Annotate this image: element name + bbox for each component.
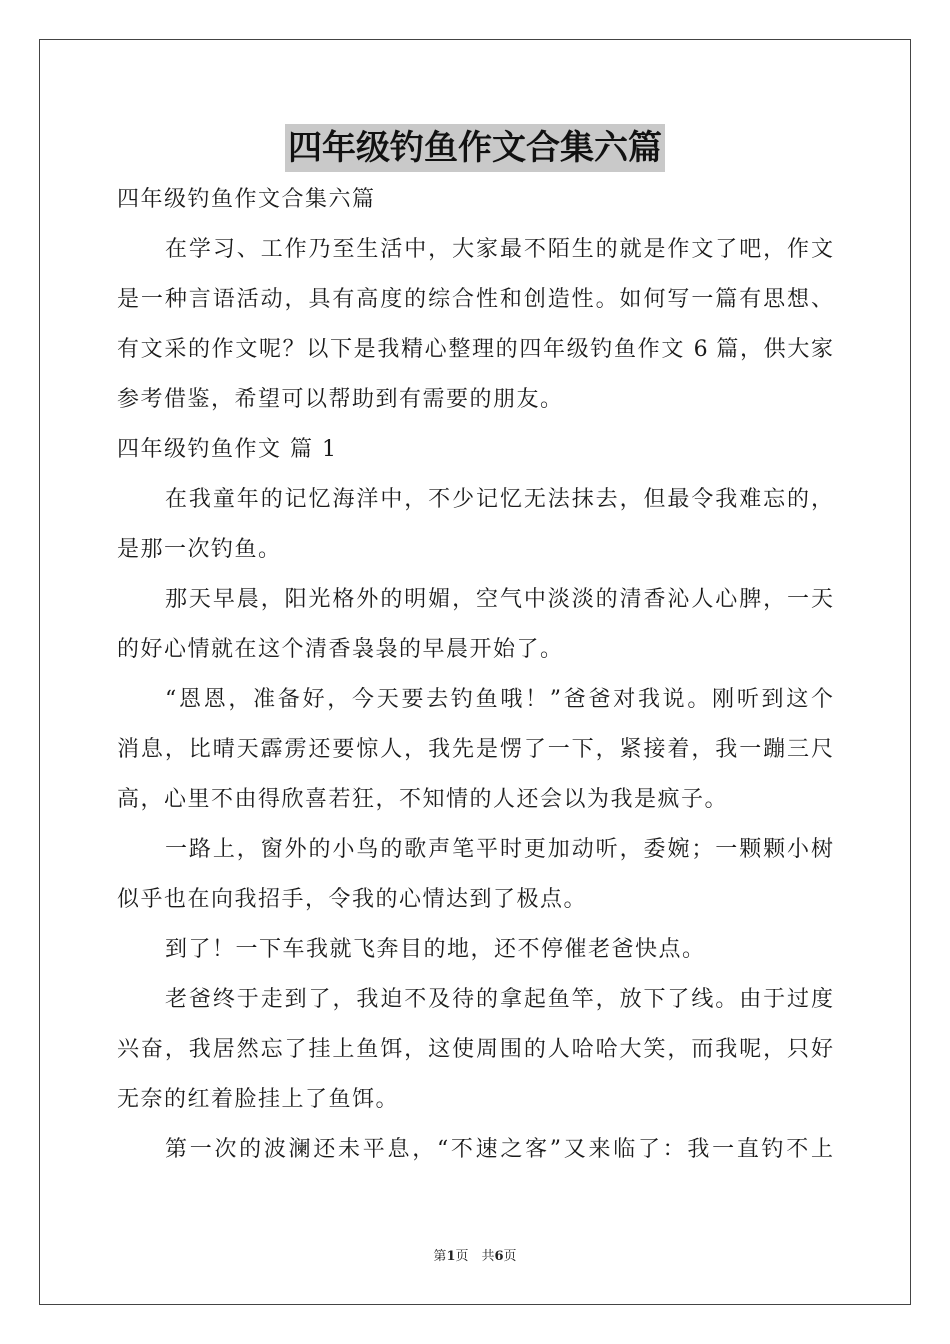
title-container [0,124,950,172]
footer-total-pages: 6 [494,1249,504,1264]
text-line: 似乎也在向我招手，令我的心情达到了极点。 [117,887,588,912]
text-line: 消息，比晴天霹雳还要惊人，我先是愣了一下，紧接着，我一蹦三尺 [117,737,833,762]
text-line: “恩恩，准备好，今天要去钓鱼哦！”爸爸对我说。刚听到这个 [165,687,833,712]
document-title: 四年级钓鱼作文合集六篇 [285,124,665,172]
text-line: 在学习、工作乃至生活中，大家最不陌生的就是作文了吧，作文 [165,237,833,262]
footer-mid: 页 共 [455,1249,495,1264]
text-line: 高，心里不由得欣喜若狂，不知情的人还会以为我是疯子。 [117,787,729,812]
text-line: 兴奋，我居然忘了挂上鱼饵，这使周围的人哈哈大笑，而我呢，只好 [117,1037,833,1062]
text-line: 老爸终于走到了，我迫不及待的拿起鱼竿，放下了线。由于过度 [165,987,833,1012]
text-line: 在我童年的记忆海洋中，不少记忆无法抹去，但最令我难忘的， [165,487,833,512]
footer-suffix: 页 [503,1249,517,1264]
footer-prefix: 第 [433,1249,447,1264]
footer-page-number: 1 [446,1249,456,1264]
text-line: 的好心情就在这个清香袅袅的早晨开始了。 [117,637,564,662]
text-line: 是一种言语活动，具有高度的综合性和创造性。如何写一篇有思想、 [117,287,833,312]
text-line: 有文采的作文呢？以下是我精心整理的四年级钓鱼作文 6 篇，供大家 [117,337,833,362]
text-line: 无奈的红着脸挂上了鱼饵。 [117,1087,400,1112]
text-line: 那天早晨，阳光格外的明媚，空气中淡淡的清香沁人心脾，一天 [165,587,833,612]
text-line: 四年级钓鱼作文合集六篇 [117,187,376,212]
text-line: 是那一次钓鱼。 [117,537,282,562]
text-line: 参考借鉴，希望可以帮助到有需要的朋友。 [117,387,564,412]
text-line: 到了！一下车我就飞奔目的地，还不停催老爸快点。 [165,937,706,962]
document-body [117,175,833,1175]
text-line: 一路上，窗外的小鸟的歌声笔平时更加动听，委婉；一颗颗小树 [165,837,833,862]
text-line: 第一次的波澜还未平息，“不速之客”又来临了：我一直钓不上 [165,1137,833,1162]
text-line: 四年级钓鱼作文 篇 1 [117,437,338,462]
page-footer [0,1245,950,1264]
